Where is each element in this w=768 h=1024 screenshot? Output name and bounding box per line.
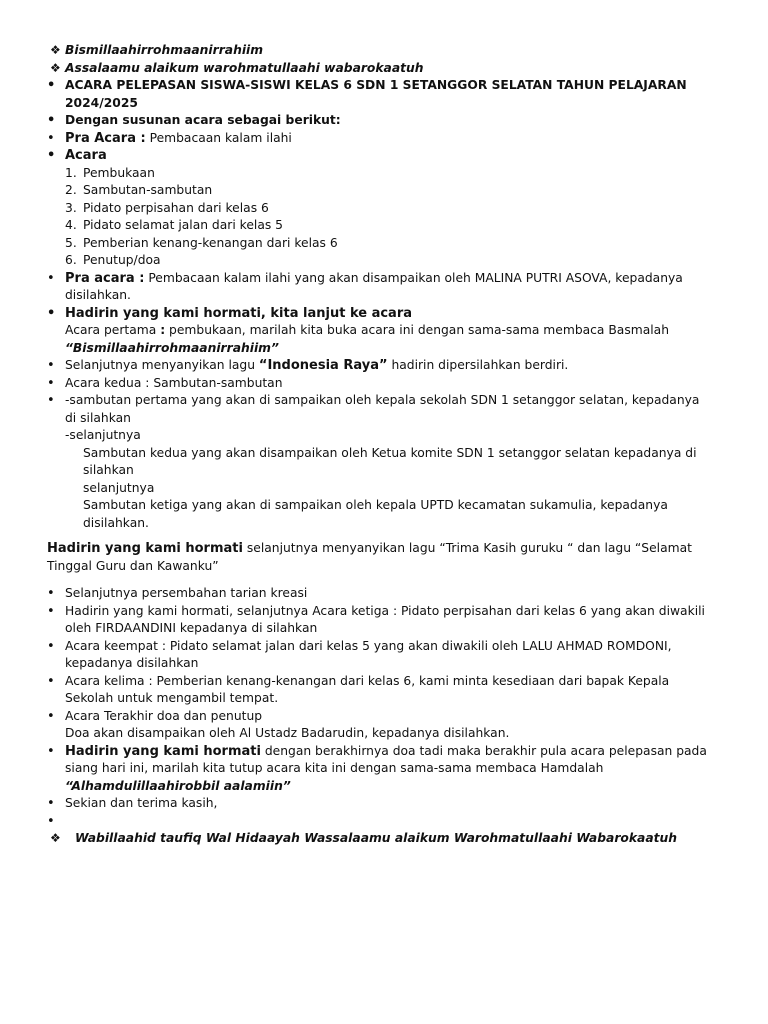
thanks-line: • Sekian dan terima kasih, xyxy=(47,796,218,811)
empty-bullet-line xyxy=(0,813,768,831)
basmalah-line: “Bismillaahirrohmaanirrahiim” xyxy=(65,340,279,355)
hamdalah-line: “Alhamdulillaahirobbil aalamiin” xyxy=(65,778,291,793)
list-item: 3. Pidato perpisahan dari kelas 6 xyxy=(65,200,269,215)
acara-ketiga-line: • Hadirin yang kami hormati, selanjutnya Acara ketiga : Pidato perpisahan dari kelas 6 yang akan diwakili oleh FIRDAANDINI kepadanya di silahkan xyxy=(47,603,705,635)
acara-keempat-line: • Acara keempat : Pidato selamat jalan dari kelas 5 yang akan diwakili oleh LALU AHMAD ROMDONI, kepadanya disilahkan xyxy=(47,638,672,670)
acara-pertama-line: Acara pertama : pembukaan, marilah kita buka acara ini dengan sama-sama membaca Basmalah xyxy=(65,323,670,337)
bullet-icon: • xyxy=(47,358,55,373)
list-item: 2. Sambutan-sambutan xyxy=(65,183,213,197)
bullet-icon: • xyxy=(47,743,55,759)
list-item: 1. Pembukaan xyxy=(65,165,155,180)
hadirin-lagu-paragraph: Hadirin yang kami hormati selanjutnya menyanyikan lagu “Trima Kasih guruku “ dan lagu “Selamat Tinggal Guru dan Kawanku” xyxy=(47,541,692,573)
bullet-icon: • xyxy=(47,708,55,724)
bullet-icon: • xyxy=(47,305,56,321)
doa-line: Doa akan disampaikan oleh Al Ustadz Badarudin, kepadanya disilahkan. xyxy=(65,726,510,740)
diamond-bullet-icon: ❖ xyxy=(50,43,61,57)
bullet-icon: • xyxy=(47,78,56,93)
acara-kedua-line: • Acara kedua : Sambutan-sambutan xyxy=(47,375,283,391)
bullet-icon: • xyxy=(47,375,55,391)
closing-salam-line: ❖ Wabillaahid taufiq Wal Hidaayah Wassalaamu alaikum Warohmatullaahi Wabarokaatuh xyxy=(0,830,768,848)
indonesia-raya-line: • Selanjutnya menyanyikan lagu “Indonesia Raya” hadirin dipersilahkan berdiri. xyxy=(47,358,569,373)
diamond-bullet-icon: ❖ xyxy=(50,60,61,75)
bullet-icon: • xyxy=(47,638,55,654)
selanjutnya-1: -selanjutnya xyxy=(65,428,141,442)
opening-line-1: ❖ Bismillaahirrohmaanirrahiim xyxy=(0,42,768,60)
sambutan-kedua: Sambutan kedua yang akan disampaikan oleh Ketua komite SDN 1 setanggor selatan kepadanya di silahkan xyxy=(83,445,697,477)
bullet-icon: • xyxy=(47,148,56,163)
document-subtitle: • Dengan susunan acara sebagai berikut: xyxy=(47,113,341,128)
bullet-icon: • xyxy=(47,270,55,286)
bullet-icon: • xyxy=(47,130,55,146)
acara-terakhir-line: • Acara Terakhir doa dan penutup xyxy=(47,708,263,724)
sambutan-pertama: • -sambutan pertama yang akan di sampaikan oleh kepala sekolah SDN 1 setanggor selatan, kepadanya di silahkan xyxy=(47,393,700,425)
diamond-bullet-icon: ❖ xyxy=(50,831,61,845)
bullet-icon: • xyxy=(47,673,55,689)
selanjutnya-2: selanjutnya xyxy=(83,480,155,495)
bullet-icon: • xyxy=(47,813,55,829)
list-item: 4. Pidato selamat jalan dari kelas 5 xyxy=(65,218,283,232)
acara-kelima-line: • Acara kelima : Pemberian kenang-kenangan dari kelas 6, kami minta kesediaan dari bapak Kepala Sekolah untuk mengambil tempat. xyxy=(47,673,670,705)
pra-acara-detail: • Pra acara : Pembacaan kalam ilahi yang akan disampaikan oleh MALINA PUTRI ASOVA, kepadanya disilahkan. xyxy=(47,270,683,302)
opening-line-2: ❖ Assalaamu alaikum warohmatullaahi wabarokaatuh xyxy=(0,60,768,78)
acara-heading: • Acara xyxy=(47,148,107,163)
bullet-icon: • xyxy=(47,113,56,128)
sambutan-ketiga: Sambutan ketiga yang akan di sampaikan oleh kepala UPTD kecamatan sukamulia, kepadanya disilahkan. xyxy=(83,498,668,530)
pra-acara-line: • Pra Acara : Pembacaan kalam ilahi xyxy=(47,130,292,146)
hadirin-heading: • Hadirin yang kami hormati, kita lanjut ke acara xyxy=(47,305,413,321)
bullet-icon: • xyxy=(47,586,55,601)
bullet-icon: • xyxy=(47,603,55,619)
bullet-icon: • xyxy=(47,796,55,811)
document-page xyxy=(0,42,768,848)
list-item: 6. Penutup/doa xyxy=(65,253,161,267)
tarian-line: • Selanjutnya persembahan tarian kreasi xyxy=(47,586,308,601)
bullet-icon: • xyxy=(47,393,55,408)
document-title: • ACARA PELEPASAN SISWA-SISWI KELAS 6 SDN 1 SETANGGOR SELATAN TAHUN PELAJARAN 2024/2025 xyxy=(47,78,687,110)
list-item: 5. Pemberian kenang-kenangan dari kelas 6 xyxy=(65,235,338,250)
closing-hadirin-line: • Hadirin yang kami hormati dengan berakhirnya doa tadi maka berakhir pula acara pelepasan pada siang hari ini, marilah kita tutup acara kita ini dengan sama-sama membaca Hamdalah xyxy=(47,743,707,775)
